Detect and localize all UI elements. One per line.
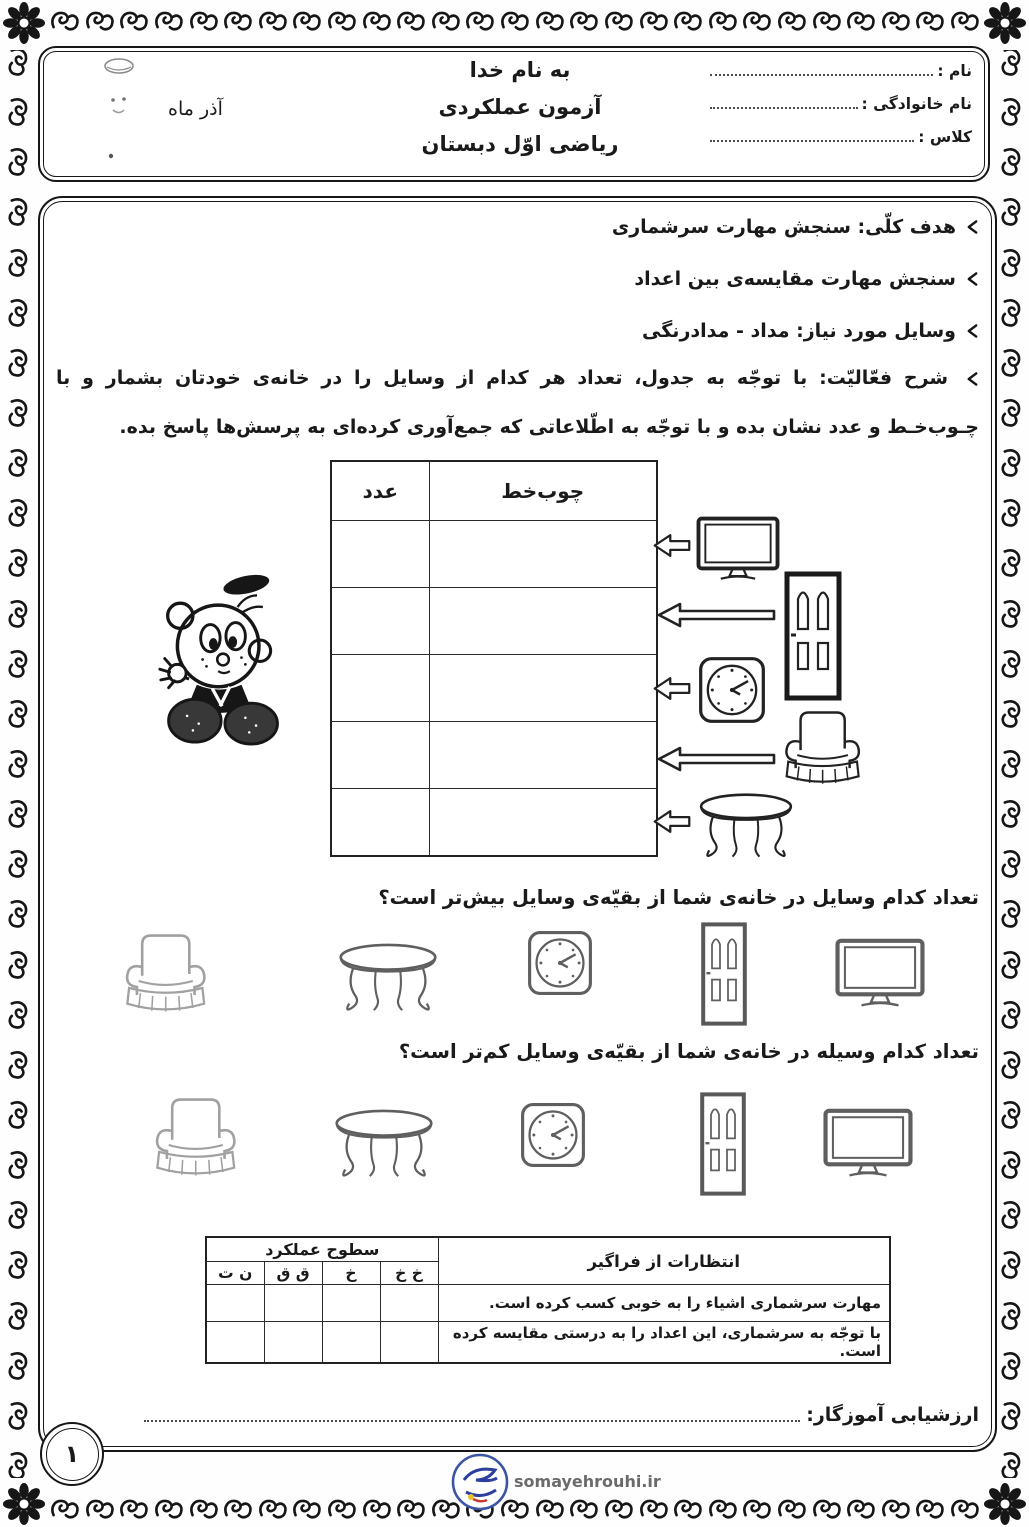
swirl-ornament-icon: [535, 1497, 565, 1521]
swirl-ornament-icon: [999, 749, 1023, 779]
level-needs-effort: ن ت: [206, 1262, 264, 1285]
swirl-ornament-icon: [6, 498, 30, 528]
rubric-check-cell: [322, 1322, 380, 1364]
question-more: تعداد کدام وسایل در خانه‌ی شما از بقیّه‌ی وسایل بیش‌تر است؟: [378, 886, 979, 909]
swirl-ornament-icon: [999, 1451, 1023, 1478]
swirl-ornament-icon: [396, 1497, 426, 1521]
bottom-border-ornaments: [50, 1494, 980, 1524]
name-blank-line: [710, 74, 933, 76]
clock-icon: [520, 1102, 586, 1168]
tally-row-armchair: [331, 722, 657, 789]
swirl-ornament-icon: [6, 448, 30, 478]
objective-text: هدف کلّی: سنجش مهارت سرشماری: [611, 216, 956, 238]
objective-text: سنجش مهارت مقایسه‌ی بین اعداد: [634, 268, 956, 290]
class-label: کلاس :: [918, 128, 972, 146]
teacher-evaluation-row: [144, 1404, 979, 1426]
swirl-ornament-icon: [258, 9, 288, 33]
rubric-check-cell: [206, 1285, 264, 1322]
swirl-ornament-icon: [50, 1497, 80, 1521]
number-cell: [331, 655, 429, 722]
swirl-ornament-icon: [999, 1301, 1023, 1331]
swirl-ornament-icon: [639, 9, 669, 33]
rubric-check-cell: [380, 1322, 438, 1364]
swirl-ornament-icon: [6, 649, 30, 679]
rubric-row-counting: [206, 1285, 890, 1322]
swirl-ornament-icon: [6, 548, 30, 578]
tally-row-table: [331, 789, 657, 857]
swirl-ornament-icon: [223, 9, 253, 33]
teacher-evaluation-blank-line: [144, 1420, 800, 1422]
question-less: تعداد کدام وسیله در خانه‌ی شما از بقیّه‌ی وسایل کم‌تر است؟: [398, 1040, 979, 1063]
swirl-ornament-icon: [6, 97, 30, 127]
swirl-ornament-icon: [999, 1050, 1023, 1080]
rubric-check-cell: [264, 1285, 322, 1322]
swirl-ornament-icon: [812, 1497, 842, 1521]
main-content-box: [38, 196, 997, 1452]
number-cell: [331, 521, 429, 588]
swirl-ornament-icon: [6, 599, 30, 629]
swirl-ornament-icon: [6, 147, 30, 177]
swirl-ornament-icon: [396, 9, 426, 33]
swirl-ornament-icon: [189, 1497, 219, 1521]
swirl-ornament-icon: [999, 1351, 1023, 1381]
swirl-ornament-icon: [6, 1050, 30, 1080]
swirl-ornament-icon: [6, 849, 30, 879]
number-cell: [331, 722, 429, 789]
flower-ornament-icon: [984, 2, 1026, 44]
swirl-ornament-icon: [6, 899, 30, 929]
swirl-ornament-icon: [189, 9, 219, 33]
class-field-row: [710, 128, 972, 146]
swirl-ornament-icon: [673, 9, 703, 33]
swirl-ornament-icon: [999, 448, 1023, 478]
tally-cell: [429, 588, 657, 655]
swirl-ornament-icon: [999, 899, 1023, 929]
swirl-ornament-icon: [362, 9, 392, 33]
tv-icon: [695, 516, 781, 583]
swirl-ornament-icon: [999, 1000, 1023, 1030]
arrow-left-icon: [653, 532, 691, 559]
expectation-text: مهارت سرشماری اشیاء را به خوبی کسب کرده است.: [438, 1285, 890, 1322]
flower-ornament-icon: [3, 1483, 45, 1525]
swirl-ornament-icon: [6, 1000, 30, 1030]
bullet-arrow-icon: [966, 323, 979, 339]
flower-ornament-icon: [984, 1483, 1026, 1525]
swirl-ornament-icon: [154, 1497, 184, 1521]
armchair-icon: [116, 926, 212, 1022]
rubric-row-comparison: [206, 1322, 890, 1364]
clock-icon: [527, 930, 593, 996]
swirl-ornament-icon: [569, 1497, 599, 1521]
door-icon: [696, 1092, 750, 1196]
tally-column-header: چوب‌خط: [429, 461, 657, 521]
swirl-ornament-icon: [6, 749, 30, 779]
swirl-ornament-icon: [85, 9, 115, 33]
family-name-label: نام خانوادگی :: [861, 95, 972, 113]
bismillah-text: به نام خدا: [469, 58, 571, 82]
swirl-ornament-icon: [915, 1497, 945, 1521]
swirl-ornament-icon: [6, 1250, 30, 1280]
swirl-ornament-icon: [777, 1497, 807, 1521]
swirl-ornament-icon: [6, 1200, 30, 1230]
number-cell: [331, 588, 429, 655]
swirl-ornament-icon: [6, 799, 30, 829]
tally-cell: [429, 521, 657, 588]
swirl-ornament-icon: [6, 1301, 30, 1331]
right-border-ornaments: [996, 50, 1026, 1478]
swirl-ornament-icon: [223, 1497, 253, 1521]
tally-header-row: [331, 461, 657, 521]
tally-cell: [429, 722, 657, 789]
arrow-left-icon: [656, 600, 776, 630]
round-table-icon: [696, 792, 796, 862]
swirl-ornament-icon: [999, 1100, 1023, 1130]
swirl-ornament-icon: [604, 9, 634, 33]
objective-line: [634, 268, 979, 290]
arrow-left-icon: [653, 808, 691, 835]
site-url: somayehrouhi.ir: [514, 1472, 661, 1491]
test-title: آزمون عملکردی: [438, 95, 602, 119]
tv-icon: [818, 1108, 918, 1180]
armchair-icon: [776, 704, 866, 793]
swirl-ornament-icon: [999, 1200, 1023, 1230]
family-name-blank-line: [710, 107, 858, 109]
swirl-ornament-icon: [950, 9, 980, 33]
swirl-ornament-icon: [535, 9, 565, 33]
objective-line: [642, 320, 979, 342]
swirl-ornament-icon: [881, 1497, 911, 1521]
pencil-doodle-icon: [98, 56, 140, 166]
swirl-ornament-icon: [846, 9, 876, 33]
clock-icon: [698, 656, 766, 724]
door-icon: [697, 922, 751, 1026]
number-column-header: عدد: [331, 461, 429, 521]
site-logo-icon: [450, 1452, 510, 1512]
flower-ornament-icon: [3, 2, 45, 44]
swirl-ornament-icon: [431, 9, 461, 33]
swirl-ornament-icon: [999, 197, 1023, 227]
swirl-ornament-icon: [999, 298, 1023, 328]
page-number: ۱: [64, 1440, 80, 1468]
swirl-ornament-icon: [999, 548, 1023, 578]
header-titles: [320, 58, 720, 156]
swirl-ornament-icon: [500, 9, 530, 33]
rubric-check-cell: [380, 1285, 438, 1322]
name-label: نام :: [937, 62, 972, 80]
swirl-ornament-icon: [50, 9, 80, 33]
swirl-ornament-icon: [673, 1497, 703, 1521]
swirl-ornament-icon: [999, 1150, 1023, 1180]
class-blank-line: [710, 140, 914, 142]
swirl-ornament-icon: [6, 1401, 30, 1431]
swirl-ornament-icon: [999, 50, 1023, 77]
swirl-ornament-icon: [604, 1497, 634, 1521]
swirl-ornament-icon: [742, 1497, 772, 1521]
swirl-ornament-icon: [999, 498, 1023, 528]
rubric-header-row: [206, 1237, 890, 1262]
page-number-badge: [40, 1422, 104, 1486]
swirl-ornament-icon: [708, 9, 738, 33]
swirl-ornament-icon: [846, 1497, 876, 1521]
number-cell: [331, 789, 429, 857]
bullet-arrow-icon: [966, 271, 979, 287]
swirl-ornament-icon: [6, 1150, 30, 1180]
swirl-ornament-icon: [950, 1497, 980, 1521]
swirl-ornament-icon: [999, 1401, 1023, 1431]
levels-header: سطوح عملکرد: [206, 1237, 438, 1262]
swirl-ornament-icon: [154, 9, 184, 33]
swirl-ornament-icon: [639, 1497, 669, 1521]
round-table-icon: [336, 942, 440, 1016]
swirl-ornament-icon: [999, 97, 1023, 127]
subject-title: ریاضی اوّل دبستان: [421, 132, 619, 156]
bullet-arrow-icon: [966, 371, 979, 387]
arrow-left-icon: [653, 675, 691, 702]
swirl-ornament-icon: [999, 147, 1023, 177]
swirl-ornament-icon: [999, 649, 1023, 679]
tally-cell: [429, 655, 657, 722]
round-table-icon: [332, 1108, 436, 1182]
door-icon: [784, 570, 842, 702]
swirl-ornament-icon: [999, 950, 1023, 980]
swirl-ornament-icon: [6, 398, 30, 428]
objective-line: [612, 216, 979, 238]
swirl-ornament-icon: [258, 1497, 288, 1521]
swirl-ornament-icon: [85, 1497, 115, 1521]
tally-cell: [429, 789, 657, 857]
swirl-ornament-icon: [292, 9, 322, 33]
month-label: آذر ماه: [168, 98, 223, 120]
rubric-check-cell: [206, 1322, 264, 1364]
swirl-ornament-icon: [6, 1351, 30, 1381]
swirl-ornament-icon: [915, 9, 945, 33]
swirl-ornament-icon: [292, 1497, 322, 1521]
objective-text: وسایل مورد نیاز: مداد - مدادرنگی: [642, 320, 956, 342]
header-box: [38, 46, 990, 182]
swirl-ornament-icon: [6, 248, 30, 278]
swirl-ornament-icon: [999, 1250, 1023, 1280]
armchair-icon: [146, 1090, 242, 1186]
swirl-ornament-icon: [999, 398, 1023, 428]
swirl-ornament-icon: [999, 348, 1023, 378]
swirl-ornament-icon: [6, 699, 30, 729]
activity-description: [56, 354, 979, 452]
swirl-ornament-icon: [6, 348, 30, 378]
swirl-ornament-icon: [999, 599, 1023, 629]
swirl-ornament-icon: [742, 9, 772, 33]
swirl-ornament-icon: [569, 9, 599, 33]
swirl-ornament-icon: [881, 9, 911, 33]
bullet-arrow-icon: [966, 219, 979, 235]
swirl-ornament-icon: [999, 699, 1023, 729]
tv-icon: [830, 938, 930, 1010]
level-very-good: خ خ: [380, 1262, 438, 1285]
tally-row-clock: [331, 655, 657, 722]
expectations-header: انتظارات از فراگیر: [438, 1237, 890, 1285]
name-field-row: [710, 62, 972, 80]
swirl-ornament-icon: [999, 248, 1023, 278]
top-border-ornaments: [50, 6, 980, 36]
tally-table: [330, 460, 658, 857]
activity-text: شرح فعّالیّت: با توجّه به جدول، تعداد هر کدام از وسایل را در خانه‌ی خودتان بشمار و با چـوب‌خـط و عدد نشان بده و با توجّه به اطّلاعاتی که جمع‌آوری کرده‌ای به پرسش‌ها پاسخ بده.: [56, 367, 979, 438]
swirl-ornament-icon: [708, 1497, 738, 1521]
swirl-ornament-icon: [6, 50, 30, 77]
swirl-ornament-icon: [999, 799, 1023, 829]
swirl-ornament-icon: [327, 1497, 357, 1521]
expectation-text: با توجّه به سرشماری، این اعداد را به درستی مقایسه کرده است.: [438, 1322, 890, 1364]
swirl-ornament-icon: [465, 9, 495, 33]
level-acceptable: ق ق: [264, 1262, 322, 1285]
left-border-ornaments: [3, 50, 33, 1478]
tally-row-door: [331, 588, 657, 655]
family-name-field-row: [710, 95, 972, 113]
swirl-ornament-icon: [999, 849, 1023, 879]
swirl-ornament-icon: [812, 9, 842, 33]
student-fields: [710, 62, 972, 146]
swirl-ornament-icon: [777, 9, 807, 33]
swirl-ornament-icon: [119, 1497, 149, 1521]
teacher-evaluation-label: ارزشیابی آموزگار:: [806, 1404, 979, 1426]
swirl-ornament-icon: [362, 1497, 392, 1521]
swirl-ornament-icon: [6, 1100, 30, 1130]
rubric-check-cell: [322, 1285, 380, 1322]
swirl-ornament-icon: [6, 298, 30, 328]
swirl-ornament-icon: [119, 9, 149, 33]
rubric-check-cell: [264, 1322, 322, 1364]
tally-row-tv: [331, 521, 657, 588]
cartoon-baby-icon: [156, 570, 292, 750]
level-good: خ: [322, 1262, 380, 1285]
arrow-left-icon: [656, 744, 776, 774]
swirl-ornament-icon: [6, 950, 30, 980]
swirl-ornament-icon: [6, 197, 30, 227]
rubric-table: [205, 1236, 891, 1364]
swirl-ornament-icon: [6, 1451, 30, 1478]
swirl-ornament-icon: [327, 9, 357, 33]
